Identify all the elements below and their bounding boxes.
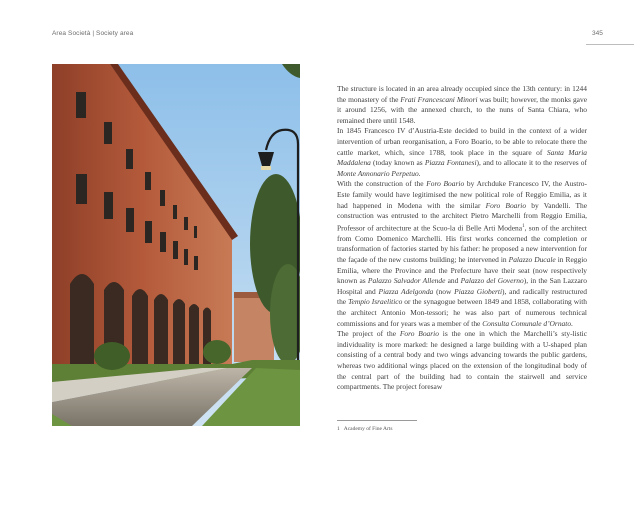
body-text — [337, 84, 587, 393]
page-number: 345 — [592, 30, 603, 37]
paragraph-2: In 1845 Francesco IV d’Austria-Este decided to build in the context of a wider intervention of urban reorganisation, a Foro Boario, to be able to relocate there the cattle market, which, since 1788, took place in the square of Santa Maria Maddalena (today known as Piazza Fontanesi), and to allocate it to the reserves of Monte Annonario Perpetuo. — [337, 126, 587, 178]
paragraph-3: With the construction of the Foro Boario by Archduke Francesco IV, the Austro-Este family would have legitimised the new political role of Reggio Emilia, as it had happened in Modena with the similar Foro Boario by Vandelli. The construction was entrusted to the architect Pietro Marchelli from Reggio Emilia, Professor of architecture at the Scuo-la di Belle Arti Modena$^1$, son of the architect from Como Domenico Marchelli. His first works concerned the completion or transformation of factories started by his father: he proposed a new intervention for the façade of the new customs building; he intervened in Palazzo Ducale in Reggio Emilia, where the Province and the Prefecture have their seat (now respectively known as Palazzo Salvador Allende and Palazzo del Governo), in the San Lazzaro Hospital and Piazza Adelgonda (now Piazza Gioberti), and radically restructured the Tempio Israelitico or the synagogue between 1849 and 1858, collaborating with the architect Antonio Mon-tessori; he was also part of numerous technical commissions and for years was a member of the Consulta Comunale d’Ornato. — [337, 179, 588, 328]
running-head: Area Società | Society area — [52, 30, 134, 37]
paragraph-1: The structure is located in an area already occupied since the 13th century: in 1244 the monastery of the Frati Francescani Minori was built; however, the monks gave it around 1256, with the annexed church, to the nuns of Santa Chiara, who remained there until 1548. — [337, 84, 587, 125]
footnote-ref: 1 — [522, 223, 525, 229]
footnote-number: 1 — [337, 426, 340, 432]
footnote-rule — [337, 420, 417, 421]
building-photo — [52, 64, 300, 426]
footnote-text: Academy of Fine Arts — [343, 426, 393, 432]
header-rule — [586, 44, 634, 45]
paragraph-4: The project of the Foro Boario is the one in which the Marchelli’s sty-listic individuality is more marked: he designed a large building with a U-shaped plan consisting of a central body and two wings advancing towards the public gardens, whereas two additional wings placed on the extension of the longitudinal body of the central part of the building had to contain the stairwell and service compartments. The project foresaw — [337, 329, 588, 392]
footnote — [337, 426, 392, 432]
